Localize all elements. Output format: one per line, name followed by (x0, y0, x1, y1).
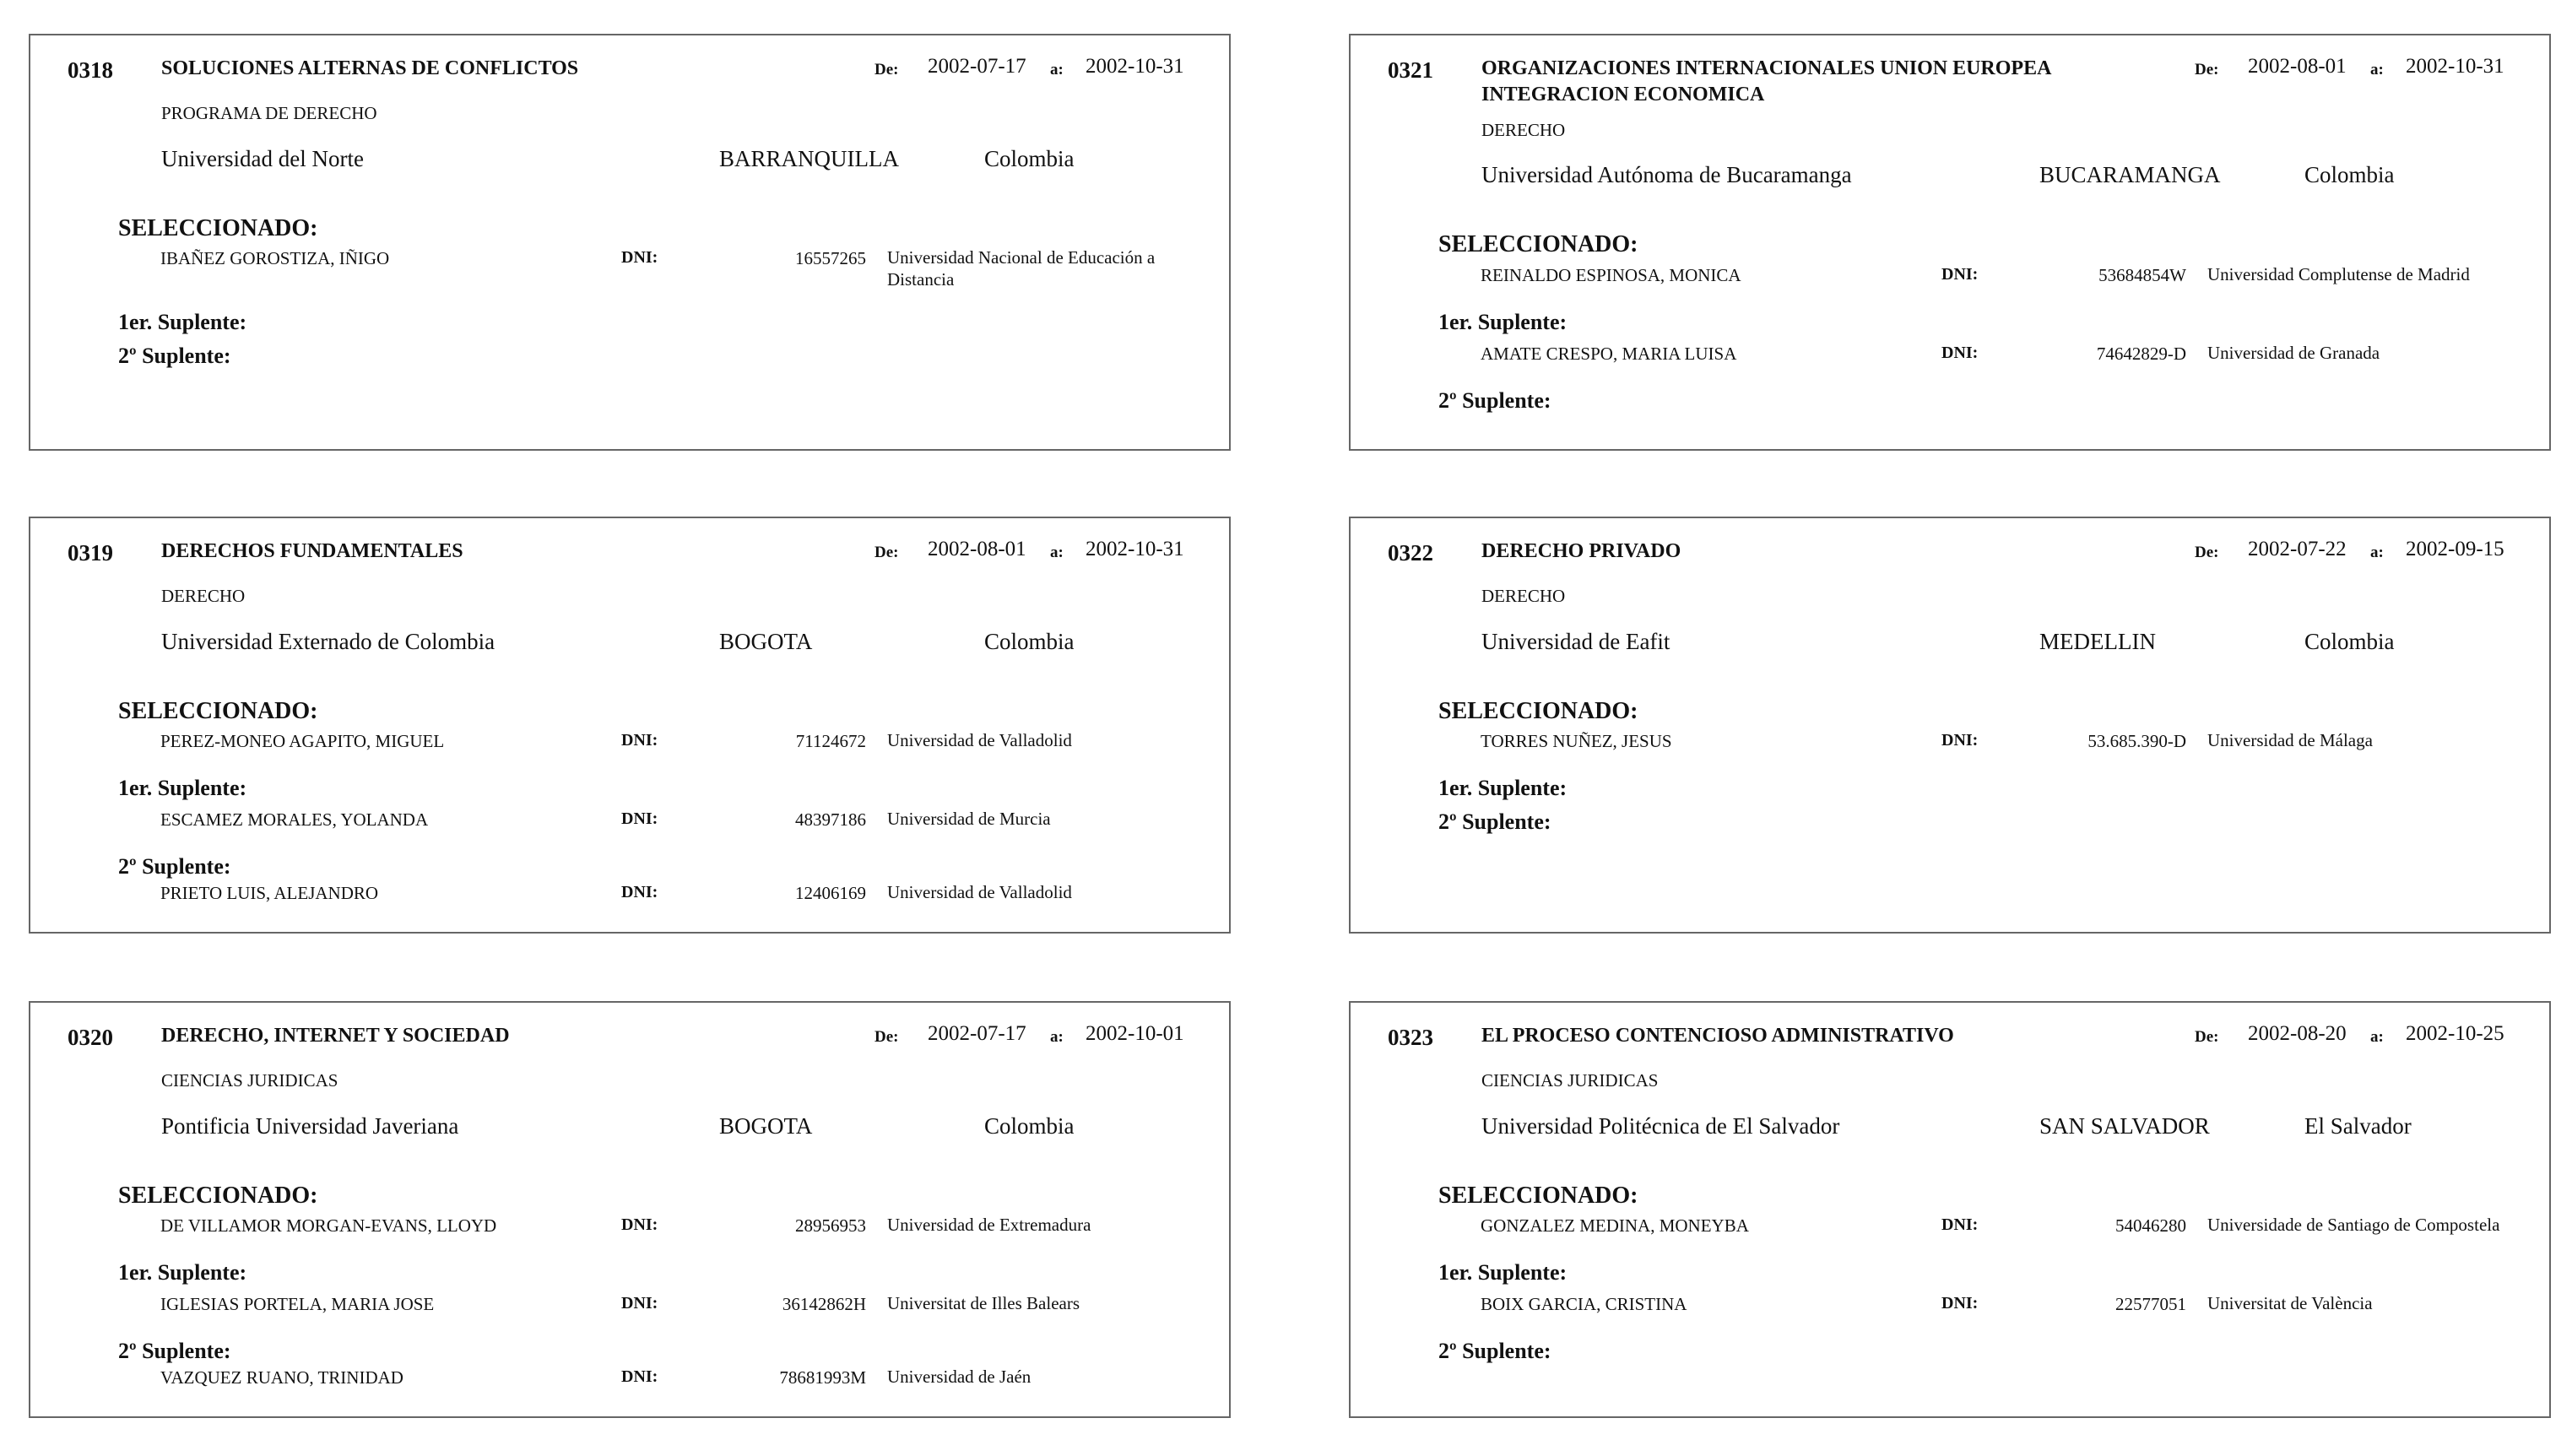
program-code: 0320 (68, 1025, 113, 1050)
suplente2-institution: Universidad de Valladolid (887, 882, 1072, 902)
selected-name: GONZALEZ MEDINA, MONEYBA (1481, 1215, 1749, 1236)
suplente1-heading: 1er. Suplente: (118, 310, 247, 334)
program-card-0318 (29, 34, 1231, 451)
program-title: DERECHOS FUNDAMENTALES (161, 540, 463, 562)
selected-institution: Universidad de Extremadura (887, 1215, 1091, 1235)
dni-label: DNI: (621, 809, 658, 828)
dni-label: DNI: (621, 1294, 658, 1313)
suplente1-heading: 1er. Suplente: (118, 1260, 247, 1285)
program-card-0320 (29, 1001, 1231, 1418)
selected-institution: Universidad de Valladolid (887, 730, 1072, 750)
program-title: DERECHO, INTERNET Y SOCIEDAD (161, 1025, 510, 1047)
suplente1-name: AMATE CRESPO, MARIA LUISA (1481, 344, 1737, 364)
selected-institution: Universidad de Málaga (2207, 730, 2373, 750)
dni-label: DNI: (1941, 731, 1979, 750)
suplente2-heading: 2º Suplente: (1438, 388, 1551, 413)
department: DERECHO (1481, 120, 1566, 140)
to-date: 2002-10-31 (2406, 55, 2504, 78)
dni-label: DNI: (621, 731, 658, 750)
selected-heading: SELECCIONADO: (1438, 698, 1638, 724)
selected-name: TORRES NUÑEZ, JESUS (1481, 731, 1672, 751)
suplente1-heading: 1er. Suplente: (1438, 310, 1568, 334)
to-date: 2002-10-01 (1086, 1022, 1184, 1045)
country: Colombia (2304, 629, 2395, 654)
suplente1-dni: 74642829-D (2096, 344, 2186, 364)
program-code: 0318 (68, 57, 113, 83)
suplente2-heading: 2º Suplente: (118, 344, 231, 368)
selected-name: DE VILLAMOR MORGAN-EVANS, LLOYD (160, 1215, 497, 1236)
city: BOGOTA (719, 1113, 813, 1139)
suplente1-heading: 1er. Suplente: (1438, 776, 1568, 800)
suplente2-heading: 2º Suplente: (118, 1339, 231, 1363)
selected-heading: SELECCIONADO: (118, 698, 318, 724)
country: Colombia (984, 1113, 1075, 1139)
department: DERECHO (1481, 586, 1566, 606)
country: Colombia (984, 146, 1075, 171)
dni-label: DNI: (1941, 265, 1979, 284)
dni-label: DNI: (1941, 344, 1979, 362)
selected-heading: SELECCIONADO: (118, 1183, 318, 1209)
to-label: a: (2370, 544, 2384, 561)
selected-heading: SELECCIONADO: (1438, 1183, 1638, 1209)
selected-institution: Universidad Complutense de Madrid (2207, 264, 2470, 284)
selected-heading: SELECCIONADO: (1438, 231, 1638, 257)
selected-institution: Universidad Nacional de Educación a Distancia (887, 247, 1156, 290)
department: DERECHO (161, 586, 246, 606)
selected-dni: 16557265 (795, 248, 866, 268)
suplente1-name: ESCAMEZ MORALES, YOLANDA (160, 809, 429, 830)
from-label: De: (874, 544, 899, 561)
university: Universidad del Norte (161, 146, 364, 171)
suplente1-name: IGLESIAS PORTELA, MARIA JOSE (160, 1294, 435, 1314)
suplente1-institution: Universitat de Illes Balears (887, 1293, 1080, 1313)
department: CIENCIAS JURIDICAS (161, 1070, 338, 1091)
dni-label: DNI: (621, 248, 658, 267)
program-code: 0323 (1388, 1025, 1433, 1050)
selected-institution: Universidade de Santiago de Compostela (2207, 1215, 2500, 1235)
from-date: 2002-07-17 (928, 55, 1026, 78)
university: Universidad Autónoma de Bucaramanga (1481, 162, 1852, 187)
suplente2-name: PRIETO LUIS, ALEJANDRO (160, 883, 379, 903)
city: BARRANQUILLA (719, 146, 899, 171)
suplente1-dni: 36142862H (782, 1294, 866, 1314)
dni-label: DNI: (621, 1367, 658, 1386)
suplente1-institution: Universitat de València (2207, 1293, 2373, 1313)
department: CIENCIAS JURIDICAS (1481, 1070, 1659, 1091)
to-date: 2002-10-31 (1086, 55, 1184, 78)
university: Universidad Politécnica de El Salvador (1481, 1113, 1840, 1139)
from-label: De: (874, 61, 899, 78)
suplente2-heading: 2º Suplente: (1438, 1339, 1551, 1363)
suplente2-institution: Universidad de Jaén (887, 1367, 1032, 1387)
to-date: 2002-09-15 (2406, 538, 2504, 560)
university: Universidad de Eafit (1481, 629, 1670, 654)
dni-label: DNI: (1941, 1215, 1979, 1234)
suplente1-heading: 1er. Suplente: (118, 776, 247, 800)
city: BUCARAMANGA (2039, 162, 2221, 187)
program-code: 0321 (1388, 57, 1433, 83)
suplente2-dni: 78681993M (779, 1367, 866, 1388)
from-label: De: (2195, 61, 2219, 78)
dni-label: DNI: (1941, 1294, 1979, 1313)
from-date: 2002-07-22 (2248, 538, 2347, 560)
from-label: De: (874, 1028, 899, 1046)
selected-name: PEREZ-MONEO AGAPITO, MIGUEL (160, 731, 445, 751)
program-card-0323 (1349, 1001, 2551, 1418)
program-card-0322 (1349, 517, 2551, 934)
program-title: ORGANIZACIONES INTERNACIONALES UNION EUROPEA INTEGRACION ECONOMICA (1481, 57, 2051, 106)
suplente2-heading: 2º Suplente: (118, 854, 231, 879)
dni-label: DNI: (621, 883, 658, 901)
suplente1-institution: Universidad de Granada (2207, 343, 2380, 363)
from-date: 2002-08-01 (928, 538, 1026, 560)
program-code: 0319 (68, 540, 113, 566)
to-label: a: (2370, 61, 2384, 78)
selected-name: REINALDO ESPINOSA, MONICA (1481, 265, 1741, 285)
from-label: De: (2195, 1028, 2219, 1046)
suplente2-dni: 12406169 (795, 883, 866, 903)
suplente1-heading: 1er. Suplente: (1438, 1260, 1568, 1285)
suplente1-name: BOIX GARCIA, CRISTINA (1481, 1294, 1687, 1314)
to-label: a: (1050, 1028, 1064, 1046)
city: SAN SALVADOR (2039, 1113, 2210, 1139)
program-title: EL PROCESO CONTENCIOSO ADMINISTRATIVO (1481, 1025, 1954, 1047)
to-label: a: (1050, 544, 1064, 561)
dni-label: DNI: (621, 1215, 658, 1234)
selected-dni: 28956953 (795, 1215, 866, 1236)
from-date: 2002-08-20 (2248, 1022, 2347, 1045)
from-date: 2002-08-01 (2248, 55, 2347, 78)
to-label: a: (2370, 1028, 2384, 1046)
program-code: 0322 (1388, 540, 1433, 566)
program-title: SOLUCIONES ALTERNAS DE CONFLICTOS (161, 57, 579, 79)
country: Colombia (984, 629, 1075, 654)
selected-dni: 54046280 (2115, 1215, 2186, 1236)
city: MEDELLIN (2039, 629, 2156, 654)
department: PROGRAMA DE DERECHO (161, 103, 377, 123)
city: BOGOTA (719, 629, 813, 654)
program-card-0321 (1349, 34, 2551, 451)
to-date: 2002-10-31 (1086, 538, 1184, 560)
to-date: 2002-10-25 (2406, 1022, 2504, 1045)
selected-dni: 71124672 (795, 731, 866, 751)
to-label: a: (1050, 61, 1064, 78)
university: Pontificia Universidad Javeriana (161, 1113, 459, 1139)
country: Colombia (2304, 162, 2395, 187)
program-card-0319 (29, 517, 1231, 934)
selected-dni: 53684854W (2098, 265, 2186, 285)
suplente1-dni: 22577051 (2115, 1294, 2186, 1314)
country: El Salvador (2304, 1113, 2412, 1139)
university: Universidad Externado de Colombia (161, 629, 495, 654)
suplente2-heading: 2º Suplente: (1438, 809, 1551, 834)
suplente1-institution: Universidad de Murcia (887, 809, 1051, 829)
program-title: DERECHO PRIVADO (1481, 540, 1681, 562)
selected-dni: 53.685.390-D (2087, 731, 2186, 751)
selected-name: IBAÑEZ GOROSTIZA, IÑIGO (160, 248, 390, 268)
suplente2-name: VAZQUEZ RUANO, TRINIDAD (160, 1367, 403, 1388)
selected-heading: SELECCIONADO: (118, 215, 318, 241)
from-label: De: (2195, 544, 2219, 561)
from-date: 2002-07-17 (928, 1022, 1026, 1045)
suplente1-dni: 48397186 (795, 809, 866, 830)
